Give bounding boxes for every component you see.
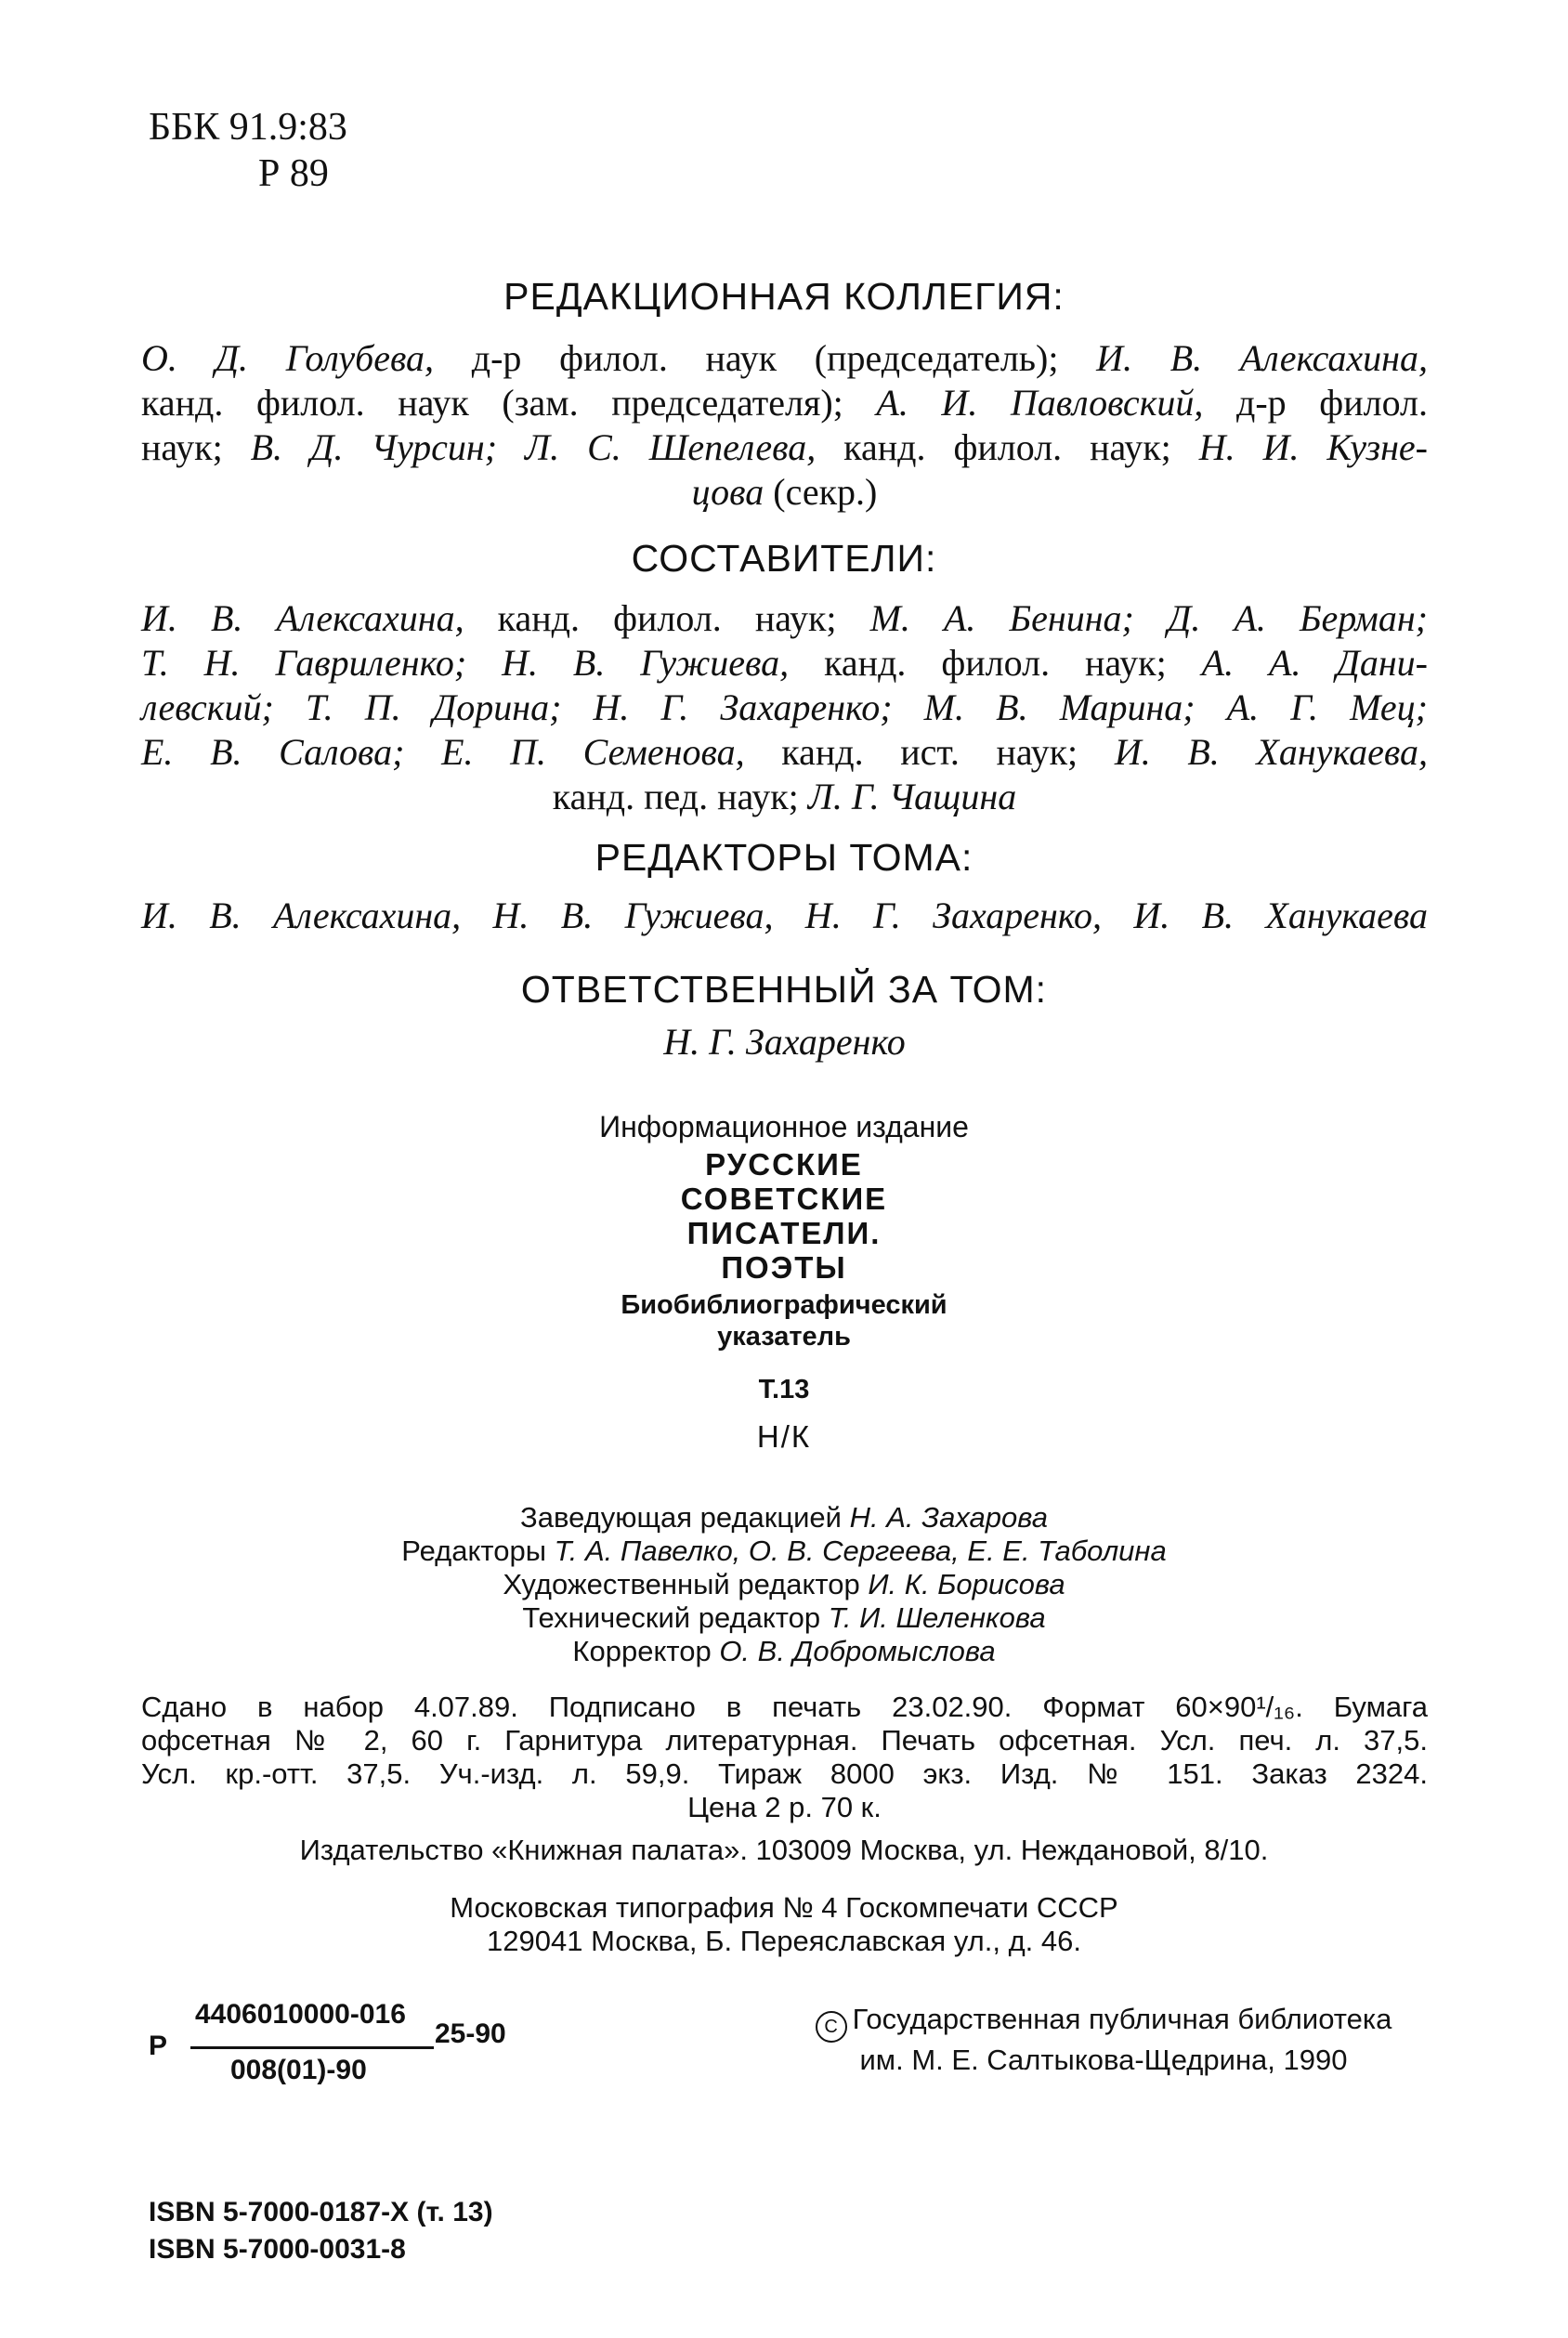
board-role: наук; bbox=[141, 426, 251, 468]
board-name: В. Д. Чурсин; Л. С. Шепелева, bbox=[250, 426, 817, 468]
credit-name: Т. А. Павелко, О. В. Сергеева, Е. Е. Таболина bbox=[554, 1535, 1167, 1567]
publisher-address: Издательство «Книжная палата». 103009 Москва, ул. Неждановой, 8/10. bbox=[299, 1834, 1269, 1866]
print-line: Усл. кр.-отт. 37,5. Уч.-изд. л. 59,9. Тираж 8000 экз. Изд. № 151. Заказ 2324. bbox=[141, 1757, 1428, 1790]
compiler-name: Т. Н. Гавриленко; Н. В. Гужиева, bbox=[141, 642, 790, 684]
volume-editors-list bbox=[141, 894, 1428, 938]
title-line: РУССКИЕ bbox=[705, 1147, 863, 1182]
credit-line bbox=[0, 1535, 1568, 1568]
letter-range: Н/К bbox=[756, 1419, 812, 1454]
credit-name: Т. И. Шеленкова bbox=[828, 1601, 1046, 1634]
credit-name: Н. А. Захарова bbox=[849, 1501, 1048, 1534]
compilers-line-2 bbox=[141, 641, 1428, 686]
title-line: СОВЕТСКИЕ bbox=[680, 1182, 888, 1216]
credit-role: Редакторы bbox=[401, 1535, 555, 1567]
title-line: ПИСАТЕЛИ. bbox=[686, 1216, 882, 1250]
compiler-degree: канд. филол. наук; bbox=[464, 597, 870, 639]
responsible-heading: ОТВЕТСТВЕННЫЙ ЗА ТОМ: bbox=[520, 968, 1048, 1011]
credit-name: О. В. Добромыслова bbox=[719, 1635, 996, 1667]
board-line-1 bbox=[141, 336, 1428, 381]
index-denominator: 008(01)-90 bbox=[230, 2055, 367, 2085]
compiler-degree: канд. пед. наук; bbox=[552, 776, 808, 817]
volume-editors-heading: РЕДАКТОРЫ ТОМА: bbox=[595, 836, 973, 879]
credit-name: И. К. Борисова bbox=[868, 1568, 1065, 1600]
compiler-name: Е. В. Салова; Е. П. Семенова, bbox=[141, 731, 745, 773]
subtitle-line: Биобиблиографический bbox=[621, 1290, 947, 1320]
index-letter: Р bbox=[149, 2031, 168, 2061]
print-line: офсетная № 2, 60 г. Гарнитура литературная. Печать офсетная. Усл. печ. л. 37,5. bbox=[141, 1724, 1428, 1757]
publication-type: Информационное издание bbox=[599, 1110, 969, 1143]
board-name: Н. И. Кузне- bbox=[1198, 426, 1428, 468]
compilers-line-3: левский; Т. П. Дорина; Н. Г. Захаренко; М. В. Марина; А. Г. Мец; bbox=[141, 686, 1428, 728]
fraction-rule bbox=[190, 2046, 434, 2049]
editorial-board-heading: РЕДАКЦИОННАЯ КОЛЛЕГИЯ: bbox=[503, 275, 1065, 318]
credit-line bbox=[0, 1501, 1568, 1535]
price-line: Цена 2 р. 70 к. bbox=[687, 1791, 882, 1823]
compiler-name: А. А. Дани- bbox=[1201, 642, 1428, 684]
board-role: д-р филол. наук (председатель); bbox=[434, 337, 1097, 379]
copyright-line: им. М. Е. Салтыкова-Щедрина, 1990 bbox=[859, 2044, 1348, 2076]
book-title bbox=[0, 1147, 1568, 1285]
subtitle-line: указатель bbox=[717, 1322, 851, 1352]
compiler-name: И. В. Алексахина, bbox=[141, 597, 464, 639]
copyright-notice bbox=[778, 2002, 1429, 2078]
credit-role: Технический редактор bbox=[522, 1601, 829, 1634]
print-details bbox=[141, 1691, 1428, 1824]
board-role: д-р филол. bbox=[1203, 382, 1429, 424]
compiler-name: Л. Г. Чащина bbox=[807, 776, 1017, 817]
board-name: цова bbox=[691, 471, 764, 513]
compilers-line-1 bbox=[141, 596, 1428, 641]
copyright-icon: C bbox=[816, 2011, 847, 2043]
board-name: О. Д. Голубева, bbox=[141, 337, 435, 379]
title-line: ПОЭТЫ bbox=[721, 1250, 847, 1285]
compilers-list bbox=[141, 596, 1428, 819]
editorial-board-list bbox=[141, 336, 1428, 515]
board-line-4 bbox=[141, 470, 1428, 515]
index-suffix: 25-90 bbox=[435, 2018, 506, 2049]
credit-role: Художественный редактор bbox=[503, 1568, 869, 1600]
credit-role: Корректор bbox=[572, 1635, 720, 1667]
volume-number: Т.13 bbox=[758, 1375, 810, 1404]
isbn-line: ISBN 5-7000-0031-8 bbox=[149, 2234, 406, 2265]
board-name: И. В. Алексахина, bbox=[1096, 337, 1429, 379]
printer-address: 129041 Москва, Б. Переяславская ул., д. 46. bbox=[487, 1925, 1081, 1957]
board-name: А. И. Павловский, bbox=[876, 382, 1204, 424]
responsible-block bbox=[141, 1020, 1428, 1065]
credit-line bbox=[0, 1601, 1568, 1635]
copyright-line bbox=[778, 2002, 1429, 2043]
compiler-name: М. А. Бенина; Д. А. Берман; bbox=[869, 597, 1428, 639]
volume-editors-line: И. В. Алексахина, Н. В. Гужиева, Н. Г. Захаренко, И. В. Ханукаева bbox=[141, 895, 1428, 936]
compilers-heading: СОСТАВИТЕЛИ: bbox=[631, 537, 937, 580]
compilers-line-5 bbox=[141, 775, 1428, 819]
isbn-block bbox=[149, 2194, 493, 2268]
compiler-degree: канд. ист. наук; bbox=[744, 731, 1115, 773]
bbk-code bbox=[149, 104, 347, 197]
index-numerator: 4406010000-016 bbox=[195, 1999, 406, 2030]
credit-line bbox=[0, 1635, 1568, 1668]
author-mark: Р 89 bbox=[258, 152, 329, 195]
copyright-holder: Государственная публичная библиотека bbox=[852, 2003, 1392, 2035]
staff-credits bbox=[0, 1501, 1568, 1668]
board-role: (секр.) bbox=[764, 471, 878, 513]
board-role: канд. филол. наук; bbox=[816, 426, 1199, 468]
printer-name: Московская типография № 4 Госкомпечати СССР bbox=[450, 1891, 1118, 1924]
print-line: Сдано в набор 4.07.89. Подписано в печать 23.02.90. Формат 60×90¹/₁₆. Бумага bbox=[141, 1691, 1428, 1723]
board-line-3 bbox=[141, 425, 1428, 470]
credit-role: Заведующая редакцией bbox=[520, 1501, 850, 1534]
credit-line bbox=[0, 1568, 1568, 1601]
compiler-degree: канд. филол. наук; bbox=[789, 642, 1202, 684]
compiler-name: И. В. Ханукаева, bbox=[1114, 731, 1428, 773]
board-line-2 bbox=[141, 381, 1428, 425]
responsible-name: Н. Г. Захаренко bbox=[663, 1021, 906, 1063]
board-role: канд. филол. наук (зам. председателя); bbox=[141, 382, 877, 424]
isbn-line: ISBN 5-7000-0187-X (т. 13) bbox=[149, 2197, 493, 2227]
bbk-line: ББК 91.9:83 bbox=[149, 106, 347, 149]
book-subtitle bbox=[0, 1289, 1568, 1352]
compilers-line-4 bbox=[141, 730, 1428, 775]
